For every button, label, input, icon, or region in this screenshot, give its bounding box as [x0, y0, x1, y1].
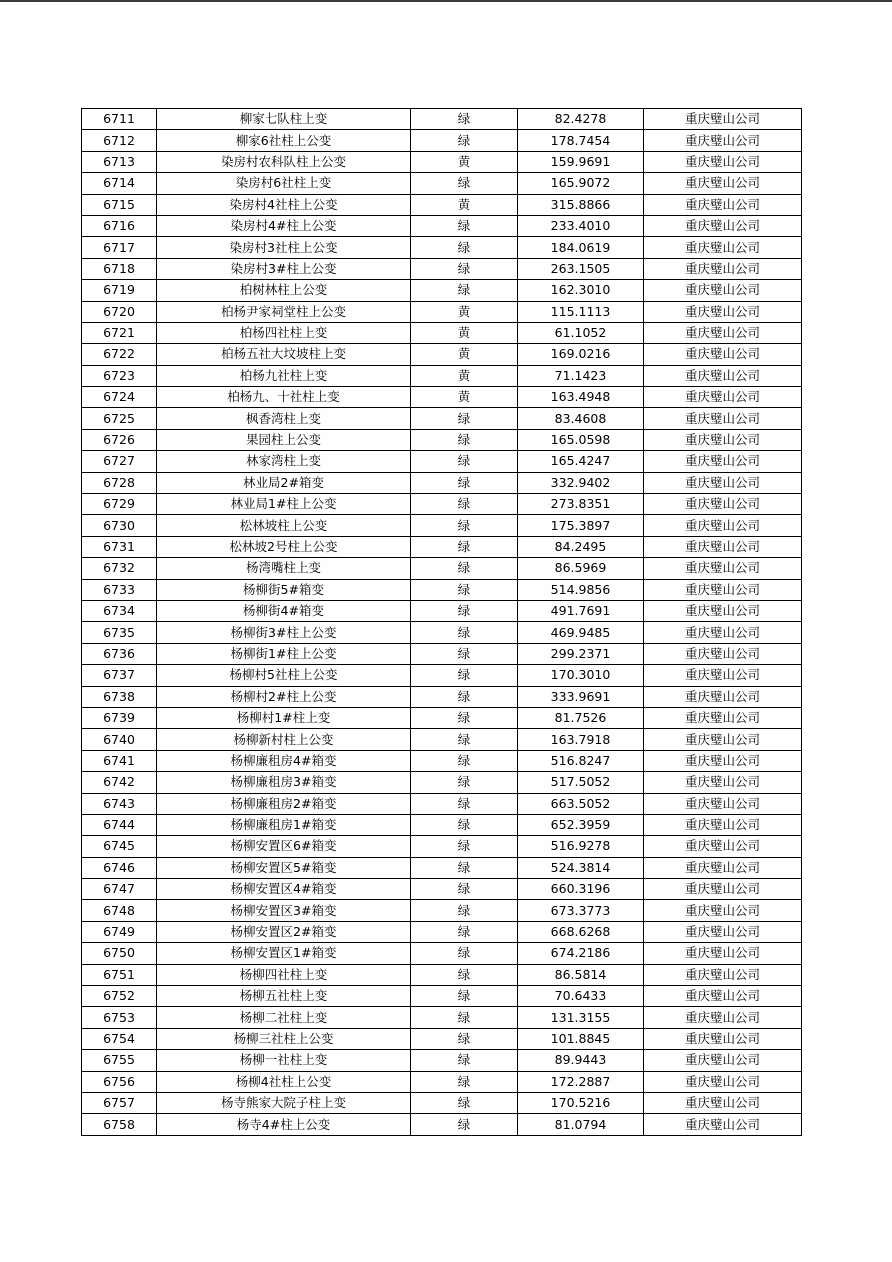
status-cell: 绿: [411, 707, 518, 728]
company-cell: 重庆璧山公司: [644, 857, 802, 878]
transformer-name-cell: 杨柳三社柱上公变: [157, 1028, 411, 1049]
value-cell: 163.7918: [518, 729, 644, 750]
transformer-name-cell: 柏杨九、十社柱上变: [157, 387, 411, 408]
table-row: [82, 964, 802, 985]
status-cell: 绿: [411, 1114, 518, 1135]
row-id-cell: 6735: [82, 622, 157, 643]
row-id-cell: 6718: [82, 258, 157, 279]
company-cell: 重庆璧山公司: [644, 879, 802, 900]
company-cell: 重庆璧山公司: [644, 558, 802, 579]
status-cell: 绿: [411, 515, 518, 536]
transformer-name-cell: 杨柳街4#箱变: [157, 600, 411, 621]
transformer-name-cell: 染房村4#柱上公变: [157, 215, 411, 236]
status-cell: 绿: [411, 921, 518, 942]
value-cell: 159.9691: [518, 151, 644, 172]
value-cell: 516.8247: [518, 750, 644, 771]
value-cell: 165.0598: [518, 429, 644, 450]
value-cell: 674.2186: [518, 943, 644, 964]
transformer-name-cell: 柏树林柱上公变: [157, 280, 411, 301]
company-cell: 重庆璧山公司: [644, 1071, 802, 1092]
transformer-name-cell: 林业局1#柱上公变: [157, 494, 411, 515]
table-row: [82, 814, 802, 835]
company-cell: 重庆璧山公司: [644, 1007, 802, 1028]
transformer-name-cell: 染房村3社柱上公变: [157, 237, 411, 258]
row-id-cell: 6752: [82, 986, 157, 1007]
row-id-cell: 6747: [82, 879, 157, 900]
value-cell: 175.3897: [518, 515, 644, 536]
table-row: [82, 515, 802, 536]
row-id-cell: 6732: [82, 558, 157, 579]
row-id-cell: 6746: [82, 857, 157, 878]
row-id-cell: 6714: [82, 173, 157, 194]
table-row: [82, 109, 802, 130]
table-row: [82, 429, 802, 450]
table-row: [82, 1050, 802, 1071]
status-cell: 黄: [411, 365, 518, 386]
transformer-name-cell: 果园柱上公变: [157, 429, 411, 450]
transformer-name-cell: 杨柳一社柱上变: [157, 1050, 411, 1071]
company-cell: 重庆璧山公司: [644, 151, 802, 172]
value-cell: 165.4247: [518, 451, 644, 472]
value-cell: 115.1113: [518, 301, 644, 322]
transformer-name-cell: 杨柳廉租房3#箱变: [157, 772, 411, 793]
transformer-name-cell: 杨寺熊家大院子柱上变: [157, 1092, 411, 1113]
status-cell: 绿: [411, 472, 518, 493]
table-body: [82, 109, 802, 1136]
transformer-name-cell: 杨柳五社柱上变: [157, 986, 411, 1007]
transformer-name-cell: 染房村农科队柱上公变: [157, 151, 411, 172]
status-cell: 绿: [411, 772, 518, 793]
transformer-name-cell: 杨柳4社柱上公变: [157, 1071, 411, 1092]
row-id-cell: 6725: [82, 408, 157, 429]
transformer-name-cell: 杨柳安置区2#箱变: [157, 921, 411, 942]
value-cell: 516.9278: [518, 836, 644, 857]
status-cell: 绿: [411, 536, 518, 557]
company-cell: 重庆璧山公司: [644, 387, 802, 408]
value-cell: 169.0216: [518, 344, 644, 365]
table-row: [82, 322, 802, 343]
row-id-cell: 6749: [82, 921, 157, 942]
value-cell: 263.1505: [518, 258, 644, 279]
row-id-cell: 6758: [82, 1114, 157, 1135]
transformer-name-cell: 杨柳四社柱上变: [157, 964, 411, 985]
company-cell: 重庆璧山公司: [644, 173, 802, 194]
status-cell: 绿: [411, 280, 518, 301]
row-id-cell: 6713: [82, 151, 157, 172]
row-id-cell: 6723: [82, 365, 157, 386]
transformer-name-cell: 杨柳安置区1#箱变: [157, 943, 411, 964]
status-cell: 绿: [411, 1092, 518, 1113]
row-id-cell: 6717: [82, 237, 157, 258]
value-cell: 82.4278: [518, 109, 644, 130]
company-cell: 重庆璧山公司: [644, 237, 802, 258]
row-id-cell: 6743: [82, 793, 157, 814]
table-row: [82, 301, 802, 322]
page-top-border: [0, 0, 892, 2]
status-cell: 绿: [411, 1007, 518, 1028]
table-row: [82, 793, 802, 814]
company-cell: 重庆璧山公司: [644, 472, 802, 493]
status-cell: 黄: [411, 194, 518, 215]
value-cell: 170.5216: [518, 1092, 644, 1113]
table-row: [82, 451, 802, 472]
transformer-name-cell: 杨柳安置区3#箱变: [157, 900, 411, 921]
row-id-cell: 6733: [82, 579, 157, 600]
table-row: [82, 536, 802, 557]
row-id-cell: 6721: [82, 322, 157, 343]
row-id-cell: 6729: [82, 494, 157, 515]
company-cell: 重庆璧山公司: [644, 600, 802, 621]
table-row: [82, 729, 802, 750]
table-row: [82, 665, 802, 686]
transformer-table: [81, 108, 802, 1136]
company-cell: 重庆璧山公司: [644, 322, 802, 343]
table-row: [82, 258, 802, 279]
table-row: [82, 857, 802, 878]
status-cell: 绿: [411, 130, 518, 151]
company-cell: 重庆璧山公司: [644, 1092, 802, 1113]
row-id-cell: 6738: [82, 686, 157, 707]
transformer-name-cell: 林家湾柱上变: [157, 451, 411, 472]
value-cell: 332.9402: [518, 472, 644, 493]
company-cell: 重庆璧山公司: [644, 579, 802, 600]
transformer-name-cell: 柏杨尹家祠堂柱上公变: [157, 301, 411, 322]
row-id-cell: 6715: [82, 194, 157, 215]
value-cell: 86.5969: [518, 558, 644, 579]
transformer-name-cell: 杨寺4#柱上公变: [157, 1114, 411, 1135]
status-cell: 绿: [411, 900, 518, 921]
value-cell: 469.9485: [518, 622, 644, 643]
status-cell: 绿: [411, 857, 518, 878]
table-row: [82, 686, 802, 707]
table-row: [82, 943, 802, 964]
row-id-cell: 6722: [82, 344, 157, 365]
transformer-name-cell: 杨柳廉租房4#箱变: [157, 750, 411, 771]
table-row: [82, 986, 802, 1007]
status-cell: 绿: [411, 429, 518, 450]
value-cell: 162.3010: [518, 280, 644, 301]
value-cell: 517.5052: [518, 772, 644, 793]
table-row: [82, 558, 802, 579]
value-cell: 514.9856: [518, 579, 644, 600]
company-cell: 重庆璧山公司: [644, 943, 802, 964]
transformer-name-cell: 柏杨四社柱上变: [157, 322, 411, 343]
row-id-cell: 6757: [82, 1092, 157, 1113]
company-cell: 重庆璧山公司: [644, 451, 802, 472]
transformer-name-cell: 杨柳新村柱上公变: [157, 729, 411, 750]
transformer-name-cell: 染房村3#柱上公变: [157, 258, 411, 279]
transformer-name-cell: 杨柳安置区5#箱变: [157, 857, 411, 878]
transformer-name-cell: 柏杨五社大坟坡柱上变: [157, 344, 411, 365]
row-id-cell: 6754: [82, 1028, 157, 1049]
company-cell: 重庆璧山公司: [644, 344, 802, 365]
status-cell: 绿: [411, 600, 518, 621]
status-cell: 黄: [411, 151, 518, 172]
table-row: [82, 900, 802, 921]
company-cell: 重庆璧山公司: [644, 707, 802, 728]
status-cell: 绿: [411, 729, 518, 750]
status-cell: 绿: [411, 964, 518, 985]
value-cell: 333.9691: [518, 686, 644, 707]
status-cell: 绿: [411, 558, 518, 579]
company-cell: 重庆璧山公司: [644, 921, 802, 942]
status-cell: 绿: [411, 943, 518, 964]
row-id-cell: 6734: [82, 600, 157, 621]
row-id-cell: 6736: [82, 643, 157, 664]
table-row: [82, 879, 802, 900]
status-cell: 绿: [411, 986, 518, 1007]
table-row: [82, 472, 802, 493]
value-cell: 184.0619: [518, 237, 644, 258]
company-cell: 重庆璧山公司: [644, 536, 802, 557]
company-cell: 重庆璧山公司: [644, 836, 802, 857]
table-row: [82, 215, 802, 236]
table-row: [82, 1071, 802, 1092]
transformer-name-cell: 枫香湾柱上变: [157, 408, 411, 429]
status-cell: 绿: [411, 258, 518, 279]
table-row: [82, 836, 802, 857]
table-row: [82, 237, 802, 258]
row-id-cell: 6740: [82, 729, 157, 750]
status-cell: 绿: [411, 408, 518, 429]
status-cell: 绿: [411, 215, 518, 236]
row-id-cell: 6741: [82, 750, 157, 771]
company-cell: 重庆璧山公司: [644, 408, 802, 429]
value-cell: 233.4010: [518, 215, 644, 236]
table-row: [82, 494, 802, 515]
row-id-cell: 6726: [82, 429, 157, 450]
status-cell: 绿: [411, 1050, 518, 1071]
table-row: [82, 921, 802, 942]
value-cell: 81.7526: [518, 707, 644, 728]
company-cell: 重庆璧山公司: [644, 1050, 802, 1071]
table-row: [82, 579, 802, 600]
table-row: [82, 365, 802, 386]
row-id-cell: 6755: [82, 1050, 157, 1071]
row-id-cell: 6751: [82, 964, 157, 985]
table-row: [82, 772, 802, 793]
row-id-cell: 6750: [82, 943, 157, 964]
value-cell: 131.3155: [518, 1007, 644, 1028]
value-cell: 315.8866: [518, 194, 644, 215]
transformer-name-cell: 染房村4社柱上公变: [157, 194, 411, 215]
row-id-cell: 6711: [82, 109, 157, 130]
row-id-cell: 6753: [82, 1007, 157, 1028]
row-id-cell: 6744: [82, 814, 157, 835]
table-row: [82, 194, 802, 215]
table-row: [82, 387, 802, 408]
status-cell: 绿: [411, 1071, 518, 1092]
row-id-cell: 6748: [82, 900, 157, 921]
company-cell: 重庆璧山公司: [644, 194, 802, 215]
company-cell: 重庆璧山公司: [644, 622, 802, 643]
table-row: [82, 130, 802, 151]
value-cell: 170.3010: [518, 665, 644, 686]
status-cell: 绿: [411, 686, 518, 707]
status-cell: 绿: [411, 643, 518, 664]
value-cell: 61.1052: [518, 322, 644, 343]
value-cell: 86.5814: [518, 964, 644, 985]
company-cell: 重庆璧山公司: [644, 515, 802, 536]
status-cell: 绿: [411, 579, 518, 600]
value-cell: 89.9443: [518, 1050, 644, 1071]
value-cell: 524.3814: [518, 857, 644, 878]
value-cell: 273.8351: [518, 494, 644, 515]
company-cell: 重庆璧山公司: [644, 109, 802, 130]
table-row: [82, 344, 802, 365]
table-row: [82, 408, 802, 429]
value-cell: 84.2495: [518, 536, 644, 557]
table-row: [82, 1028, 802, 1049]
value-cell: 165.9072: [518, 173, 644, 194]
row-id-cell: 6739: [82, 707, 157, 728]
row-id-cell: 6719: [82, 280, 157, 301]
row-id-cell: 6737: [82, 665, 157, 686]
value-cell: 70.6433: [518, 986, 644, 1007]
company-cell: 重庆璧山公司: [644, 365, 802, 386]
transformer-name-cell: 柳家6社柱上公变: [157, 130, 411, 151]
company-cell: 重庆璧山公司: [644, 900, 802, 921]
transformer-name-cell: 杨柳街5#箱变: [157, 579, 411, 600]
company-cell: 重庆璧山公司: [644, 665, 802, 686]
company-cell: 重庆璧山公司: [644, 429, 802, 450]
transformer-name-cell: 杨柳廉租房2#箱变: [157, 793, 411, 814]
value-cell: 81.0794: [518, 1114, 644, 1135]
table-row: [82, 280, 802, 301]
row-id-cell: 6730: [82, 515, 157, 536]
company-cell: 重庆璧山公司: [644, 215, 802, 236]
company-cell: 重庆璧山公司: [644, 494, 802, 515]
status-cell: 绿: [411, 836, 518, 857]
company-cell: 重庆璧山公司: [644, 643, 802, 664]
value-cell: 491.7691: [518, 600, 644, 621]
value-cell: 673.3773: [518, 900, 644, 921]
transformer-name-cell: 杨柳安置区4#箱变: [157, 879, 411, 900]
transformer-name-cell: 杨柳廉租房1#箱变: [157, 814, 411, 835]
table-row: [82, 750, 802, 771]
transformer-name-cell: 杨柳二社柱上变: [157, 1007, 411, 1028]
row-id-cell: 6745: [82, 836, 157, 857]
status-cell: 黄: [411, 344, 518, 365]
status-cell: 绿: [411, 237, 518, 258]
company-cell: 重庆璧山公司: [644, 1114, 802, 1135]
company-cell: 重庆璧山公司: [644, 793, 802, 814]
row-id-cell: 6712: [82, 130, 157, 151]
transformer-name-cell: 松林坡2号柱上公变: [157, 536, 411, 557]
table-row: [82, 600, 802, 621]
row-id-cell: 6742: [82, 772, 157, 793]
company-cell: 重庆璧山公司: [644, 729, 802, 750]
status-cell: 绿: [411, 1028, 518, 1049]
transformer-name-cell: 杨柳村2#柱上公变: [157, 686, 411, 707]
value-cell: 652.3959: [518, 814, 644, 835]
status-cell: 绿: [411, 814, 518, 835]
company-cell: 重庆璧山公司: [644, 686, 802, 707]
value-cell: 101.8845: [518, 1028, 644, 1049]
transformer-name-cell: 染房村6社柱上变: [157, 173, 411, 194]
row-id-cell: 6756: [82, 1071, 157, 1092]
table-row: [82, 151, 802, 172]
row-id-cell: 6727: [82, 451, 157, 472]
transformer-name-cell: 杨柳街1#柱上公变: [157, 643, 411, 664]
row-id-cell: 6716: [82, 215, 157, 236]
table-row: [82, 1007, 802, 1028]
status-cell: 黄: [411, 301, 518, 322]
table-row: [82, 622, 802, 643]
company-cell: 重庆璧山公司: [644, 130, 802, 151]
row-id-cell: 6728: [82, 472, 157, 493]
transformer-name-cell: 杨湾嘴柱上变: [157, 558, 411, 579]
status-cell: 绿: [411, 665, 518, 686]
status-cell: 绿: [411, 109, 518, 130]
value-cell: 178.7454: [518, 130, 644, 151]
transformer-name-cell: 林业局2#箱变: [157, 472, 411, 493]
value-cell: 299.2371: [518, 643, 644, 664]
value-cell: 663.5052: [518, 793, 644, 814]
table-row: [82, 1114, 802, 1135]
table-row: [82, 643, 802, 664]
transformer-name-cell: 柳家七队柱上变: [157, 109, 411, 130]
transformer-name-cell: 杨柳街3#柱上公变: [157, 622, 411, 643]
status-cell: 绿: [411, 451, 518, 472]
status-cell: 黄: [411, 387, 518, 408]
company-cell: 重庆璧山公司: [644, 280, 802, 301]
status-cell: 绿: [411, 173, 518, 194]
value-cell: 71.1423: [518, 365, 644, 386]
transformer-name-cell: 杨柳村1#柱上变: [157, 707, 411, 728]
company-cell: 重庆璧山公司: [644, 964, 802, 985]
transformer-name-cell: 柏杨九社柱上变: [157, 365, 411, 386]
company-cell: 重庆璧山公司: [644, 750, 802, 771]
status-cell: 绿: [411, 879, 518, 900]
status-cell: 绿: [411, 494, 518, 515]
value-cell: 668.6268: [518, 921, 644, 942]
status-cell: 绿: [411, 750, 518, 771]
table-row: [82, 173, 802, 194]
table-row: [82, 707, 802, 728]
company-cell: 重庆璧山公司: [644, 1028, 802, 1049]
row-id-cell: 6720: [82, 301, 157, 322]
row-id-cell: 6731: [82, 536, 157, 557]
transformer-name-cell: 杨柳安置区6#箱变: [157, 836, 411, 857]
value-cell: 660.3196: [518, 879, 644, 900]
transformer-name-cell: 杨柳村5社柱上公变: [157, 665, 411, 686]
company-cell: 重庆璧山公司: [644, 258, 802, 279]
table-row: [82, 1092, 802, 1113]
transformer-name-cell: 松林坡柱上公变: [157, 515, 411, 536]
status-cell: 黄: [411, 322, 518, 343]
company-cell: 重庆璧山公司: [644, 301, 802, 322]
company-cell: 重庆璧山公司: [644, 772, 802, 793]
value-cell: 83.4608: [518, 408, 644, 429]
company-cell: 重庆璧山公司: [644, 814, 802, 835]
company-cell: 重庆璧山公司: [644, 986, 802, 1007]
status-cell: 绿: [411, 793, 518, 814]
status-cell: 绿: [411, 622, 518, 643]
row-id-cell: 6724: [82, 387, 157, 408]
value-cell: 163.4948: [518, 387, 644, 408]
value-cell: 172.2887: [518, 1071, 644, 1092]
